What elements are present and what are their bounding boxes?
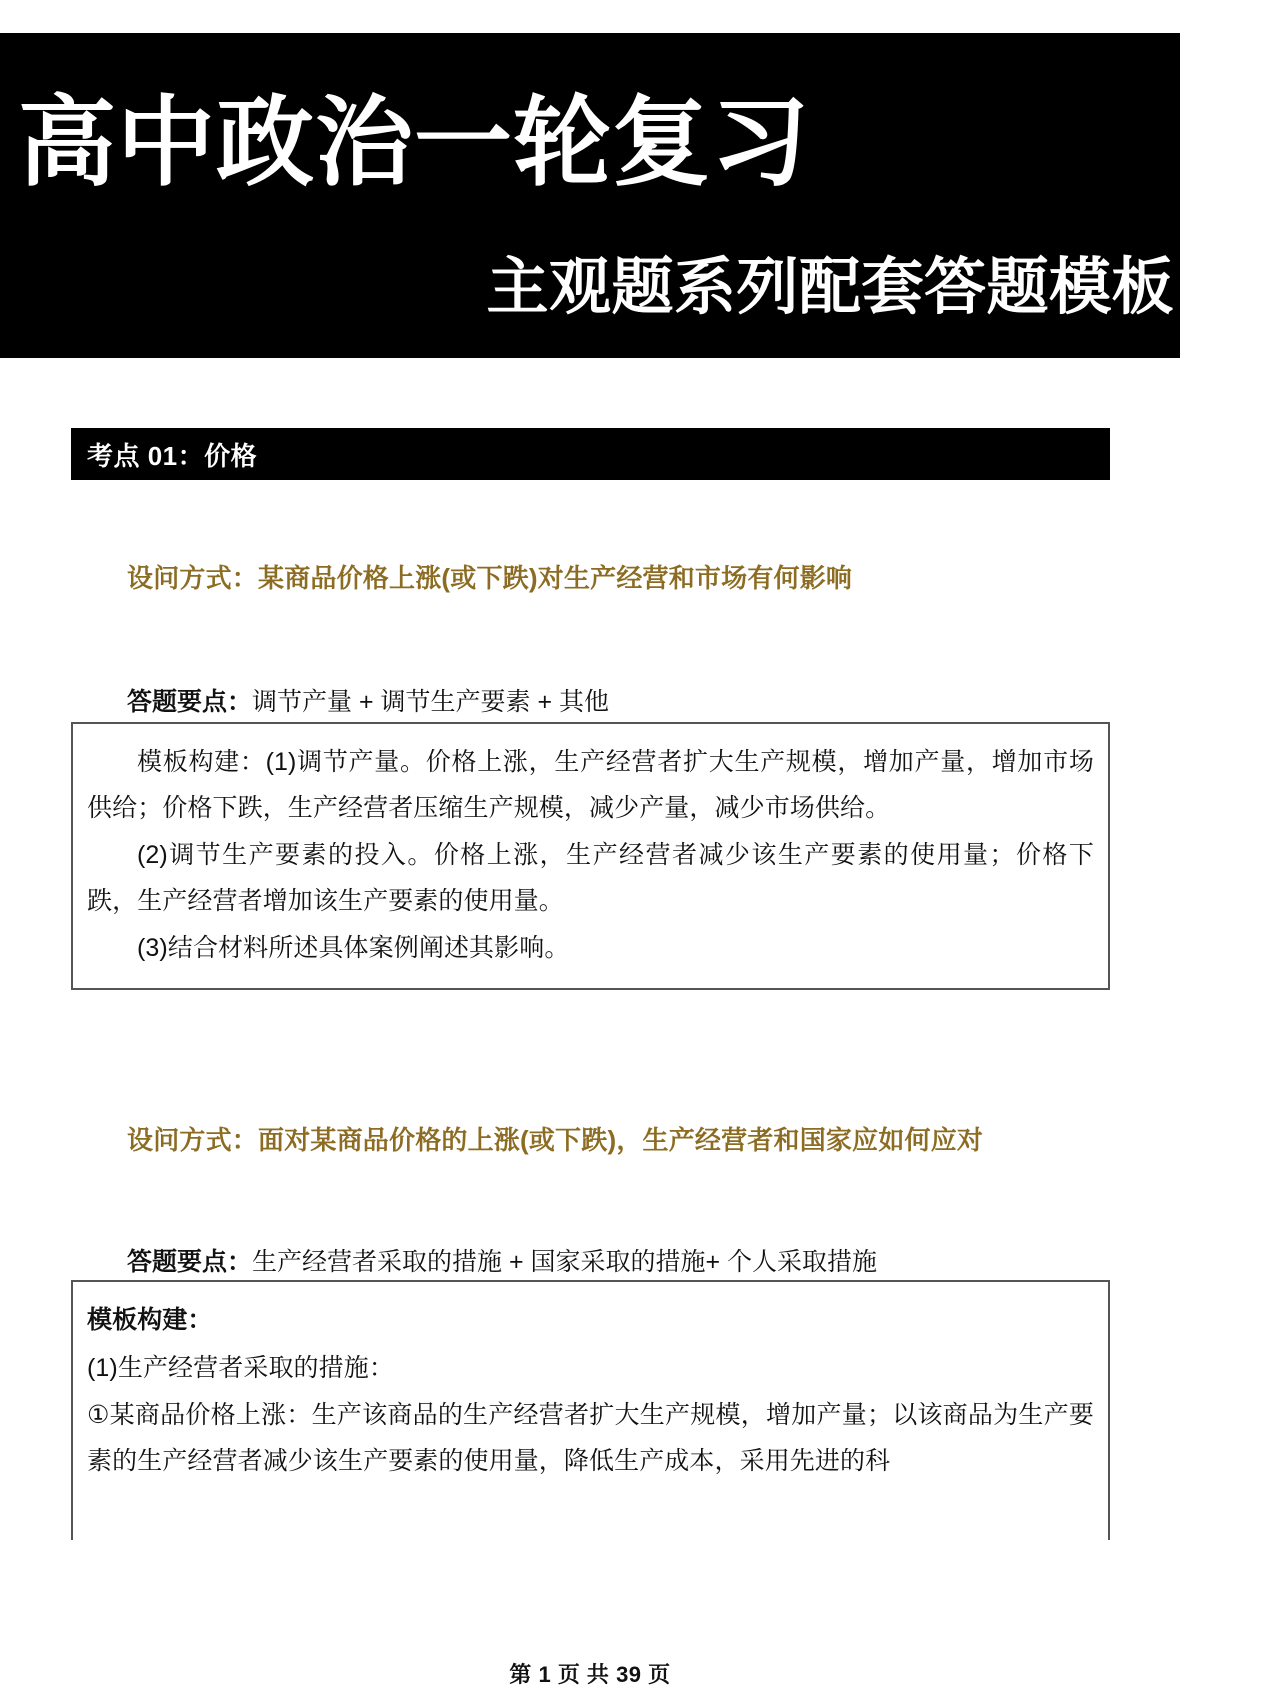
keypoints-label-1: 答题要点： xyxy=(127,688,253,716)
prompt-line-2: 设问方式：面对某商品价格的上涨(或下跌)，生产经营者和国家应如何应对 xyxy=(127,1125,984,1155)
section-bar-label: 考点 01：价格 xyxy=(87,440,258,471)
page-title-main: 高中政治一轮复习 xyxy=(18,87,811,197)
template-paragraph-2-3: ①某商品价格上涨：生产该商品的生产经营者扩大生产规模，增加产量；以该商品为生产要素的生产经营者减少该生产要素的使用量，降低生产成本，采用先进的科 xyxy=(87,1401,1094,1475)
footer-middle: 页 共 xyxy=(557,1662,610,1687)
template-paragraph-1-3: (3)结合材料所述具体案例阐述其影响。 xyxy=(137,934,570,962)
template-paragraph-1-1: 模板构建：(1)调节产量。价格上涨，生产经营者扩大生产规模，增加产量，增加市场供给；价格下跌，生产经营者压缩生产规模，减少产量，减少市场供给。 xyxy=(87,748,1094,822)
footer-suffix: 页 xyxy=(648,1662,671,1687)
header-banner xyxy=(0,33,1180,358)
keypoints-line-1 xyxy=(127,682,609,718)
footer-current-page: 1 xyxy=(538,1662,552,1687)
footer-prefix: 第 xyxy=(509,1662,532,1687)
page-title-sub: 主观题系列配套答题模板 xyxy=(486,253,1174,322)
prompt-line-1: 设问方式：某商品价格上涨(或下跌)对生产经营和市场有何影响 xyxy=(127,563,853,593)
template-box-1 xyxy=(71,722,1110,990)
keypoints-label-2: 答题要点： xyxy=(127,1248,253,1276)
template-paragraph-1-2: (2)调节生产要素的投入。价格上涨，生产经营者减少该生产要素的使用量；价格下跌，生产经营者增加该生产要素的使用量。 xyxy=(87,841,1094,915)
keypoints-line-2 xyxy=(127,1242,877,1278)
section-bar-kaodian-01 xyxy=(71,428,1110,480)
footer-total-pages: 39 xyxy=(616,1662,642,1687)
template-box-2 xyxy=(71,1280,1110,1540)
keypoints-text-2: 生产经营者采取的措施 + 国家采取的措施+ 个人采取措施 xyxy=(252,1248,878,1276)
template-paragraph-2-2: (1)生产经营者采取的措施： xyxy=(87,1353,394,1382)
page-footer xyxy=(0,1658,1180,1689)
keypoints-text-1: 调节产量 + 调节生产要素 + 其他 xyxy=(252,688,609,716)
template-paragraph-2-1: 模板构建： xyxy=(87,1306,213,1334)
